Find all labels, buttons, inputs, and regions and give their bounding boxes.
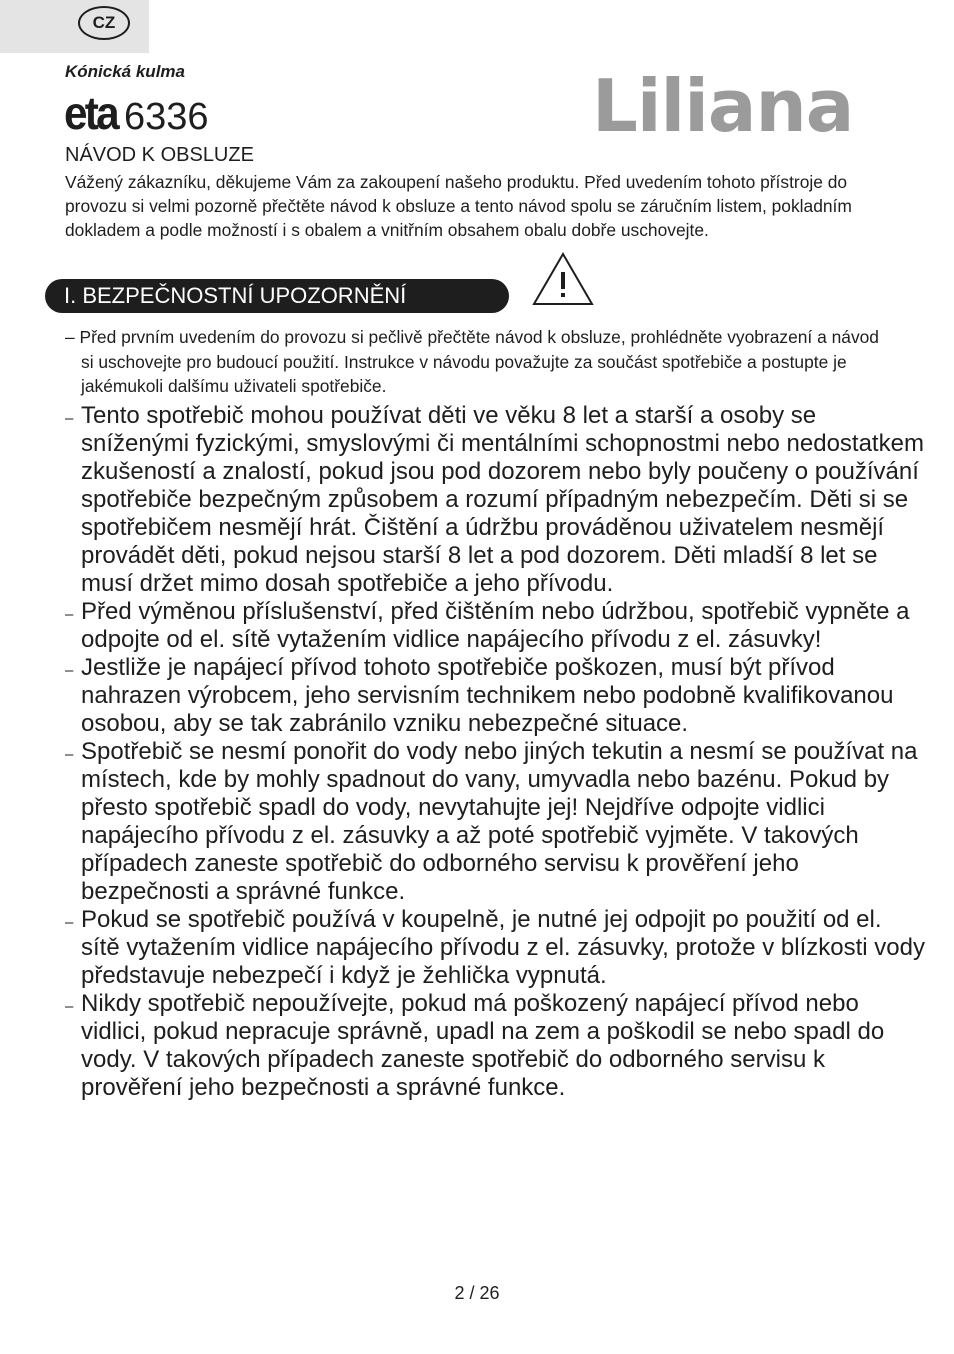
language-tab: [0, 0, 149, 53]
safety-notice: – Před prvním uvedením do provozu si pečlivě přečtěte návod k obsluze, prohlédněte vyobrazení a návod si uschovejte pro budoucí použití. Instrukce v návodu považujte za součást spotřebiče a postupte je jakémukoli dalšímu uživateli spotřebiče.: [65, 327, 879, 397]
list-item: [65, 990, 925, 1102]
list-item: [65, 738, 925, 906]
intro-paragraph: Vážený zákazníku, děkujeme Vám za zakoupení našeho produktu. Před uvedením tohoto přístroje do provozu si velmi pozorně přečtěte návod k obsluze a tento návod spolu se záručním listem, pokladním dokladem a podle možností i s obalem a vnitřním obsahem obalu dobře uschovejte.: [65, 172, 852, 241]
list-item-text: Spotřebič se nesmí ponořit do vody nebo jiných tekutin a nesmí se používat na místech, kde by mohly spadnout do vany, umyvadla nebo bazénu. Pokud by přesto spotřebič spadl do vody, nevytahujte jej! Nejdříve odpojte vidlici napájecího přívodu z el. zásuvky a až poté spotřebič vyjměte. V takových případech zaneste spotřebič do odborného servisu k prověření jeho bezpečnosti a správné funkce.: [81, 738, 918, 905]
model-heading: [64, 86, 208, 140]
list-item-text: Před výměnou příslušenství, před čištěním nebo údržbou, spotřebič vypněte a odpojte od el. sítě vytažením vidlice napájecího přívodu z el. zásuvky!: [81, 598, 910, 653]
list-item: [65, 598, 925, 654]
safety-list: [65, 402, 925, 1102]
list-item: [65, 402, 925, 598]
bullet-dash: –: [65, 606, 74, 623]
list-item-text: Nikdy spotřebič nepoužívejte, pokud má poškozený napájecí přívod nebo vidlici, pokud nepracuje správně, upadl na zem a poškodil se nebo spadl do vody. V takových případech zaneste spotřebič do odborného servisu k prověření jeho bezpečnosti a správné funkce.: [81, 990, 885, 1101]
page-number: 2 / 26: [454, 1283, 500, 1303]
section-title: I. BEZPEČNOSTNÍ UPOZORNĚNÍ: [45, 279, 509, 313]
bullet-dash: –: [65, 662, 74, 679]
model-number: 6336: [123, 96, 209, 138]
language-badge: CZ: [78, 6, 130, 40]
list-item: [65, 654, 925, 738]
list-item-text: Jestliže je napájecí přívod tohoto spotřebiče poškozen, musí být přívod nahrazen výrobcem, jeho servisním technikem nebo podobně kvalifikovanou osobou, aby se tak zabránilo vzniku nebezpečné situace.: [81, 654, 894, 737]
product-name: Liliana: [592, 64, 854, 148]
bullet-dash: –: [65, 914, 74, 931]
product-type: Kónická kulma: [65, 62, 185, 81]
manual-title: NÁVOD K OBSLUZE: [65, 144, 254, 166]
list-item: [65, 906, 925, 990]
bullet-dash: –: [65, 410, 74, 427]
list-item-text: Tento spotřebič mohou používat děti ve věku 8 let a starší a osoby se sníženými fyzickými, smyslovými či mentálními schopnostmi nebo nedostatkem zkušeností a znalostí, pokud jsou pod dozorem nebo byly poučeny o používání spotřebiče bezpečným způsobem a rozumí případným nebezpečím. Děti si se spotřebičem nesmějí hrát. Čištění a údržbu prováděnou uživatelem nesmějí provádět děti, pokud nejsou starší 8 let a pod dozorem. Děti mladší 8 let se musí držet mimo dosah spotřebiče a jeho přívodu.: [81, 402, 924, 597]
bullet-dash: –: [65, 746, 74, 763]
list-item-text: Pokud se spotřebič používá v koupelně, je nutné jej odpojit po použití od el. sítě vytažením vidlice napájecího přívodu z el. zásuvky, protože v blízkosti vody představuje nebezpečí i když je žehlička vypnutá.: [81, 906, 925, 989]
brand-logo: eta: [64, 87, 117, 139]
warning-triangle-icon: [532, 252, 594, 306]
bullet-dash: –: [65, 998, 74, 1015]
